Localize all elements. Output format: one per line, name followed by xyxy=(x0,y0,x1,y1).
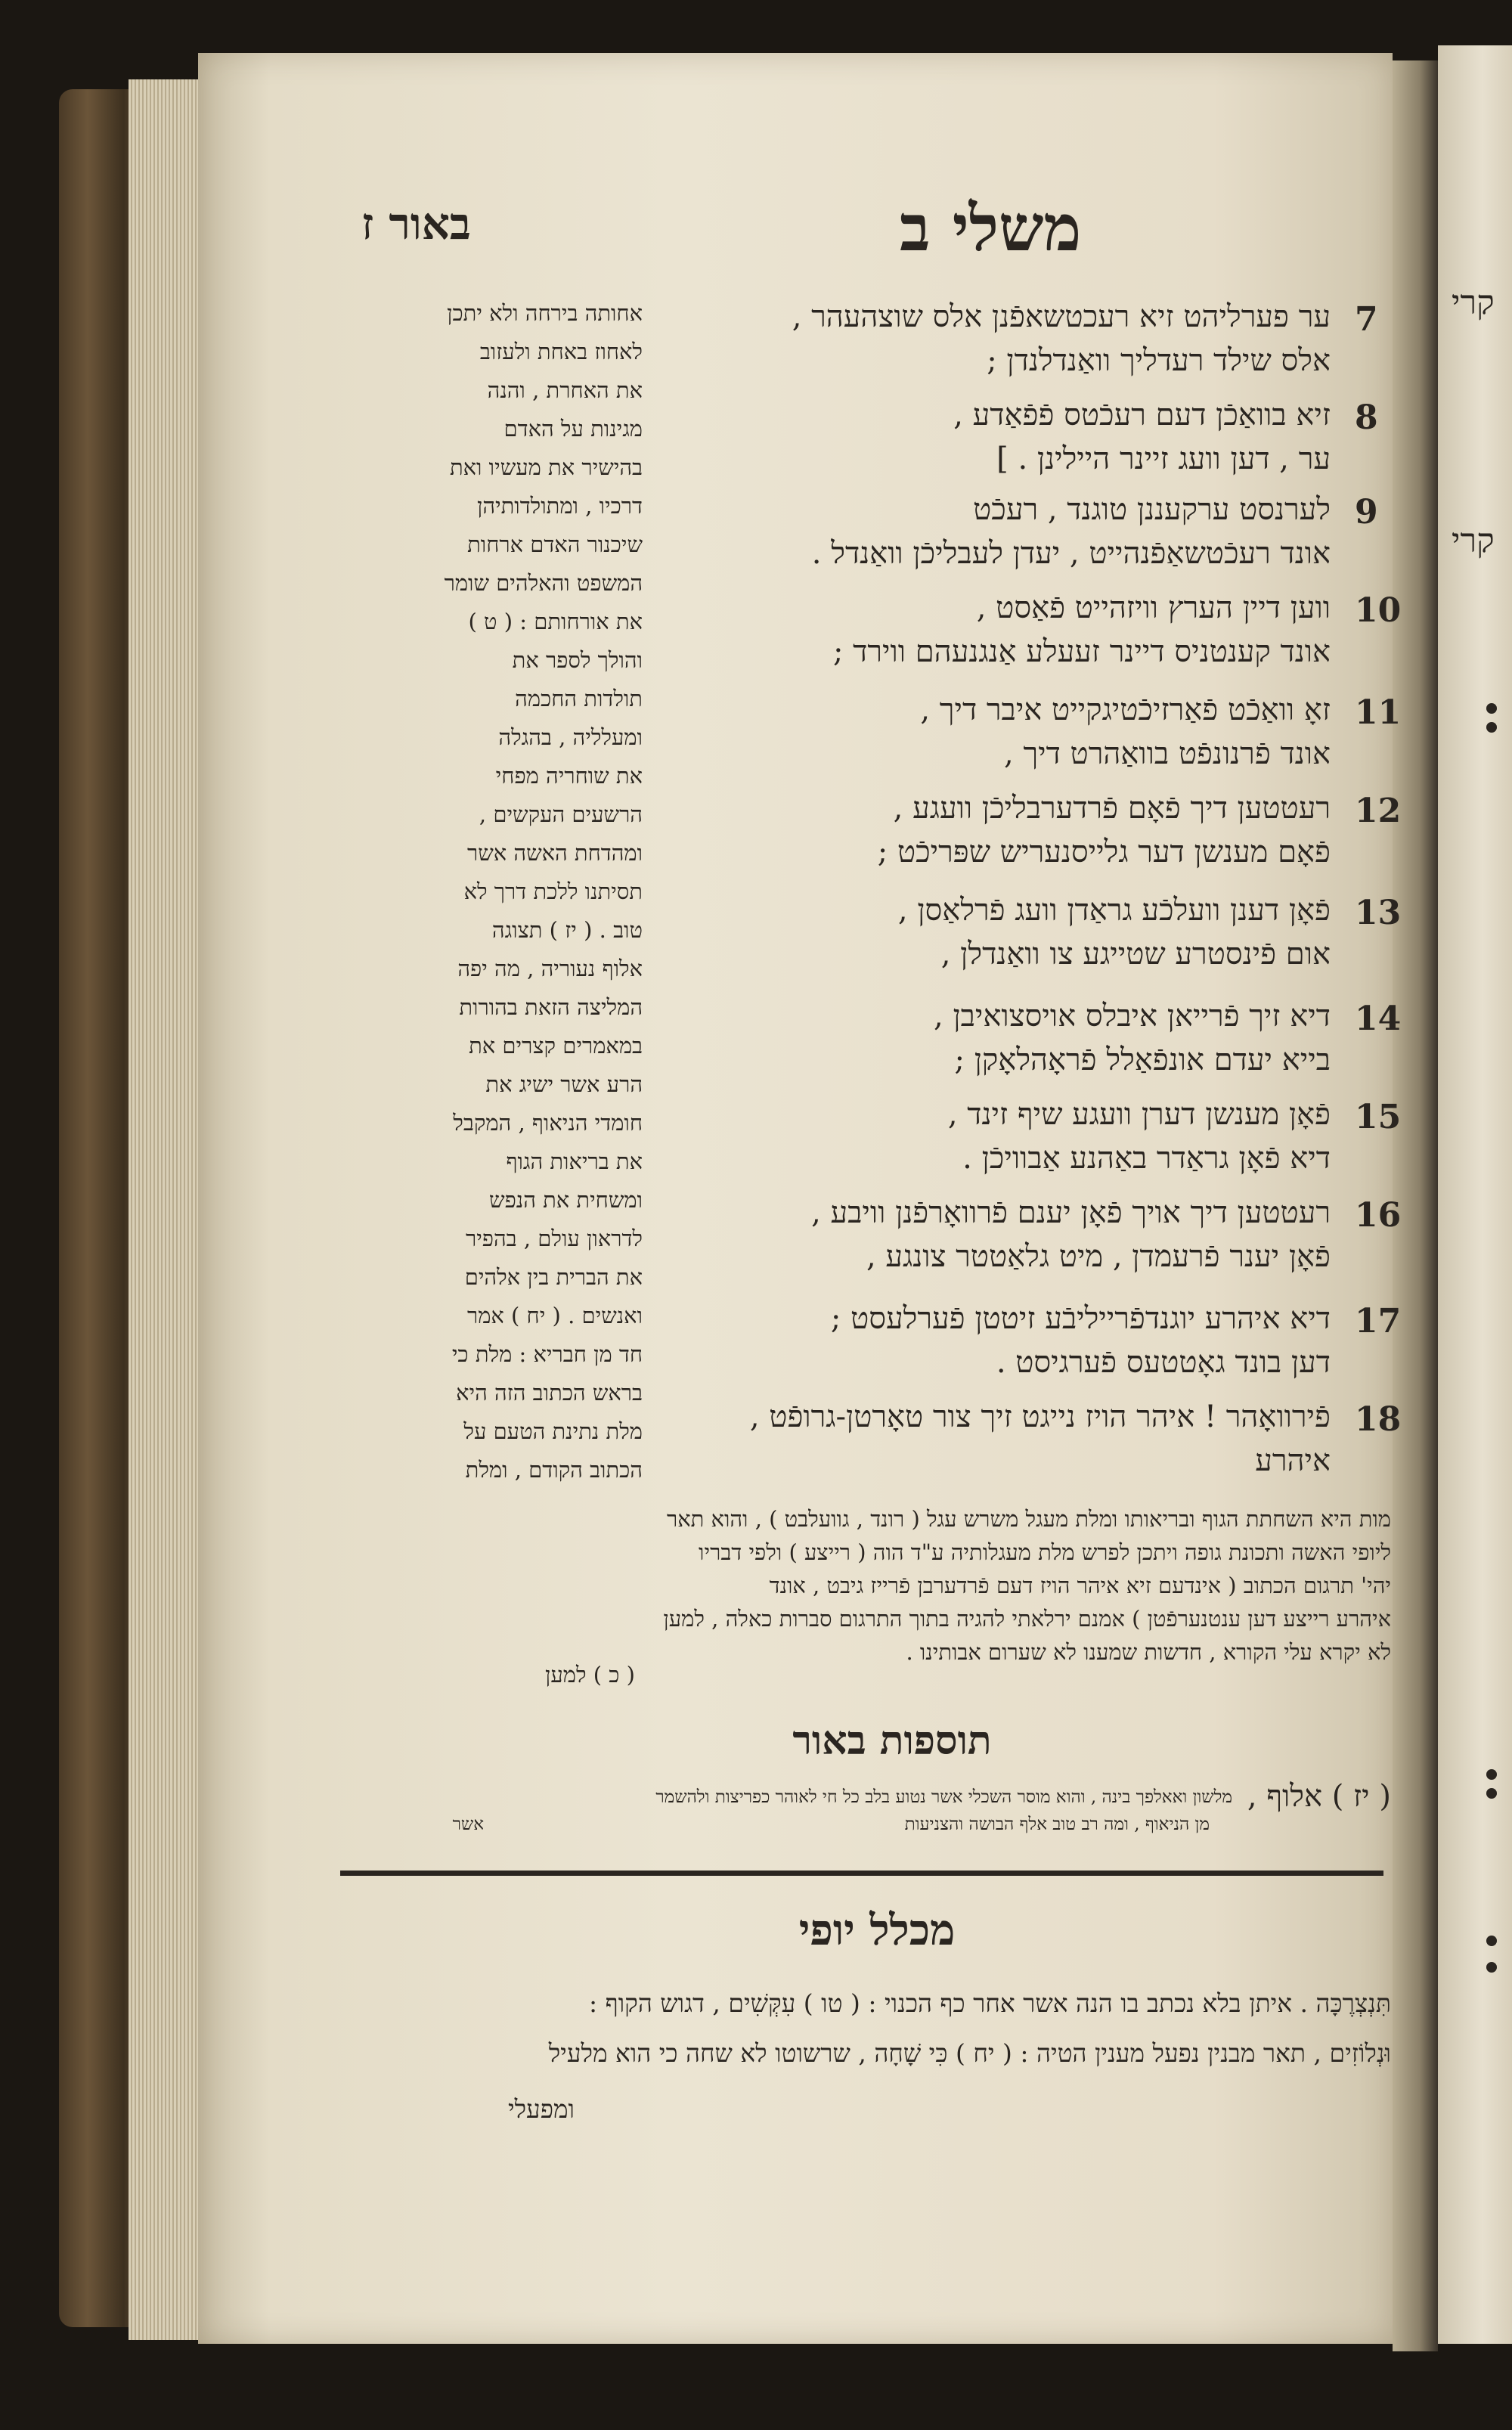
commentary-full-line: ליופי האשה ותכונת גופה ויתכן לפרש מלת מעגלותיה ע"ד הוה ( רייצע ) ולפי דבריו xyxy=(699,1539,1391,1565)
verse-line: אונד רעכֿטשאַפֿנהייט , יעדן לעבליכֿן וואַנדל . xyxy=(811,536,1331,571)
verse-number: 9 xyxy=(1355,493,1378,532)
verse-number: 14 xyxy=(1355,1000,1402,1038)
verse-number: 11 xyxy=(1355,693,1402,732)
bottom-section-title: מכלל יופי xyxy=(798,1905,956,1955)
commentary-line: את בריאות הגוף xyxy=(506,1148,643,1174)
verse-line: דיא איהרע יוגנדפֿרייליבֿע זיטטן פֿערלעסט ; xyxy=(830,1301,1331,1336)
verse-line: ער , דען וועג זיינר היילינן . ] xyxy=(996,442,1331,476)
bottom-section-line: ומפעלי xyxy=(507,2094,575,2124)
commentary-line: ומהדחת האשה אשר xyxy=(467,840,643,866)
commentary-line: את הברית בין אלהים xyxy=(464,1264,643,1290)
commentary-line: את שוחריה מפחי xyxy=(495,763,643,789)
verse-number: 15 xyxy=(1355,1098,1402,1136)
commentary-line: ומעלליה , בהגלה xyxy=(498,724,643,750)
commentary-line: הרשעים העקשים , xyxy=(479,801,643,827)
verse-line: זיא בוואַכֿן דעם רעכֿטס פֿפֿאַדע , xyxy=(953,398,1331,432)
facing-page-marker: קרי xyxy=(1452,284,1495,322)
verse-number: 8 xyxy=(1355,398,1378,437)
commentary-line: דרכיו , ומתולדותיהן xyxy=(476,493,643,519)
facing-page-dot xyxy=(1486,722,1497,733)
commentary-line: לדראון עולם , בהפיר xyxy=(465,1226,643,1251)
verse-line: ווען דיין הערץ וויזהייט פֿאַסט , xyxy=(976,590,1331,625)
commentary-line: ומשחית את הנפש xyxy=(489,1187,643,1213)
verse-number: 17 xyxy=(1355,1302,1402,1341)
commentary-line: במאמרים קצרים את xyxy=(469,1033,643,1058)
verse-line: אלס שילד רעדליך וואַנדלנדן ; xyxy=(987,343,1331,378)
bottom-section-line: תִּנְצְרֶכָּה . איתן בלא נכתב בו הנה אשר אחר כף הכנוי : ( טו ) עִקְּשִׁים , דגוש הקוף : xyxy=(589,1988,1391,2018)
verse-line: פֿירוואָהר ! איהר הויז נייגט זיך צור טאָרטן-גרופֿט , xyxy=(749,1399,1331,1434)
verse-line: אום פֿינסטרע שטייגע צו וואַנדלן , xyxy=(940,937,1331,972)
commentary-line: אלוף נעוריה , מה יפה xyxy=(457,956,643,981)
verse-line: דען בונד גאָטטעס פֿערגיסט . xyxy=(996,1345,1331,1380)
bottom-section-line: וּנְלוֹזִים , תאר מבנין נפעל מענין הטיה : ( יח ) כִּי שָׁחָה , שרשוטו לא שחה כי הוא מלעיל xyxy=(548,2038,1391,2068)
facing-page-dot xyxy=(1486,703,1497,714)
commentary-line: את אורחותם : ( ט ) xyxy=(468,609,643,634)
facing-page xyxy=(1438,45,1512,2344)
commentary-line: חד מן חבריא : מלת כי xyxy=(451,1341,643,1367)
verse-line: פֿאָן יענר פֿרעמדן , מיט גלאַטטר צונגע , xyxy=(866,1239,1331,1274)
verse-line: ער פערליהט זיא רעכטשאפֿנן אלס שוצהעהר , xyxy=(792,299,1331,334)
additions-text: מלשון ואאלפך בינה , והוא מוסר השכלי אשר נטוע בלב כל חי לאוהר כפריצות ולהשמר xyxy=(655,1787,1232,1807)
verse-number: 12 xyxy=(1355,792,1402,830)
commentary-full-line: מות היא השחתת הגוף ובריאותו ומלת מעגל משרש עגל ( רונד , גוועלבט ) , והוא תאר xyxy=(667,1506,1391,1532)
verse-line: לערנסט ערקעננן טוגנד , רעכֿט xyxy=(973,492,1331,527)
verse-line: דיא פֿאָן גראַדר באַהנע אַבוויכֿן . xyxy=(962,1141,1331,1176)
verse-line: פֿאָן דענן וועלכֿע גראַדן וועג פֿרלאַסן , xyxy=(897,893,1331,928)
verse-line: רעטטען דיך פֿאָם פֿרדערבליכֿן וועגע , xyxy=(893,791,1331,826)
section-divider xyxy=(340,1871,1383,1876)
commentary-full-line: איהרע רייצע דען ענטנערפֿטן ) אמנם ירלאתי להגיה בתוך התרגום סברות כאלה , למען xyxy=(663,1606,1391,1632)
additions-tail: אשר xyxy=(452,1815,484,1834)
commentary-line: אחותה בירחה ולא יתכן xyxy=(447,300,643,326)
facing-page-marker: קרי xyxy=(1452,522,1495,560)
commentary-line: בראש הכתוב הזה היא xyxy=(456,1380,643,1406)
commentary-end: ( כ ) למען xyxy=(544,1662,635,1688)
verse-line: אונד קענטניס דיינר זעעלע אַנגנעהם ווירד ; xyxy=(832,634,1331,669)
commentary-line: הרע אשר ישיג את xyxy=(485,1071,643,1097)
verse-line: פֿאָם מענשן דער גלייסנעריש שפּריכֿט ; xyxy=(877,835,1331,869)
commentary-line: ואנשים . ( יח ) אמר xyxy=(466,1303,643,1328)
verse-number: 13 xyxy=(1355,894,1402,932)
verse-line: איהרע xyxy=(1255,1443,1331,1478)
verse-line: דיא זיך פֿרייאן איבלס אויסצואיבן , xyxy=(934,999,1331,1034)
additions-label: ( יז ) אלוף , xyxy=(1247,1779,1391,1814)
facing-page-dot xyxy=(1486,1962,1497,1973)
commentary-line: הכתוב הקודם , ומלת xyxy=(465,1457,643,1483)
facing-page-dot xyxy=(1486,1769,1497,1780)
commentary-full-line: לא יקרא עלי הקורא , חדשות שמענו לא שערום אבותינו . xyxy=(906,1639,1391,1665)
commentary-line: המליצה הזאת בהורות xyxy=(459,994,643,1020)
additions-title: תוספות באור xyxy=(792,1718,992,1764)
additions-text: מן הניאוף , ומה רב טוב אלף הבושה והצניעות xyxy=(904,1815,1210,1834)
verse-line: בייא יעדם אונפֿאַלל פֿראָהלאָקן ; xyxy=(954,1043,1331,1077)
verse-number: 10 xyxy=(1355,591,1402,630)
verse-number: 16 xyxy=(1355,1196,1402,1235)
commentary-line: טוב . ( יז ) תצוגה xyxy=(491,917,643,943)
commentary-line: מגינות על האדם xyxy=(503,416,643,442)
commentary-header: באור ז xyxy=(361,198,471,250)
main-header: משלי ב xyxy=(900,191,1082,265)
commentary-line: המשפט והאלהים שומר xyxy=(444,570,643,596)
verse-number: 7 xyxy=(1355,300,1378,339)
commentary-line: תולדות החכמה xyxy=(515,686,643,711)
commentary-line: לאחוז באחת ולעזוב xyxy=(479,339,643,364)
commentary-line: חומדי הניאוף , המקבל xyxy=(453,1110,643,1136)
commentary-line: תסיתנו ללכת דרך לא xyxy=(463,879,643,904)
verse-line: רעטטען דיך אויך פֿאָן יענם פֿרוואָרפֿנן וויבע , xyxy=(811,1195,1331,1230)
verse-line: זאָ וואַכֿט פֿאַרזיכֿטיגקייט איבר דיך , xyxy=(920,693,1331,727)
facing-page-dot xyxy=(1486,1936,1497,1946)
verse-number: 18 xyxy=(1355,1400,1402,1439)
commentary-full-line: יהי' תרגום הכתוב ( אינדעם זיא איהר הויז דעם פֿרדערבן פֿרייז גיבט , אונד xyxy=(769,1573,1391,1598)
commentary-line: את האחרת , והנה xyxy=(487,377,643,403)
verse-line: פֿאָן מענשן דערן וועגע שיף זינד , xyxy=(947,1097,1331,1132)
commentary-line: בהישיר את מעשיו ואת xyxy=(449,454,643,480)
commentary-line: מלת נתינת הטעם על xyxy=(463,1418,643,1444)
commentary-line: והולך לספר את xyxy=(512,647,643,673)
commentary-line: שיכנור האדם ארחות xyxy=(467,532,643,557)
facing-page-dot xyxy=(1486,1788,1497,1799)
verse-line: אונד פֿרנונפֿט בוואַהרט דיך , xyxy=(1004,736,1331,771)
